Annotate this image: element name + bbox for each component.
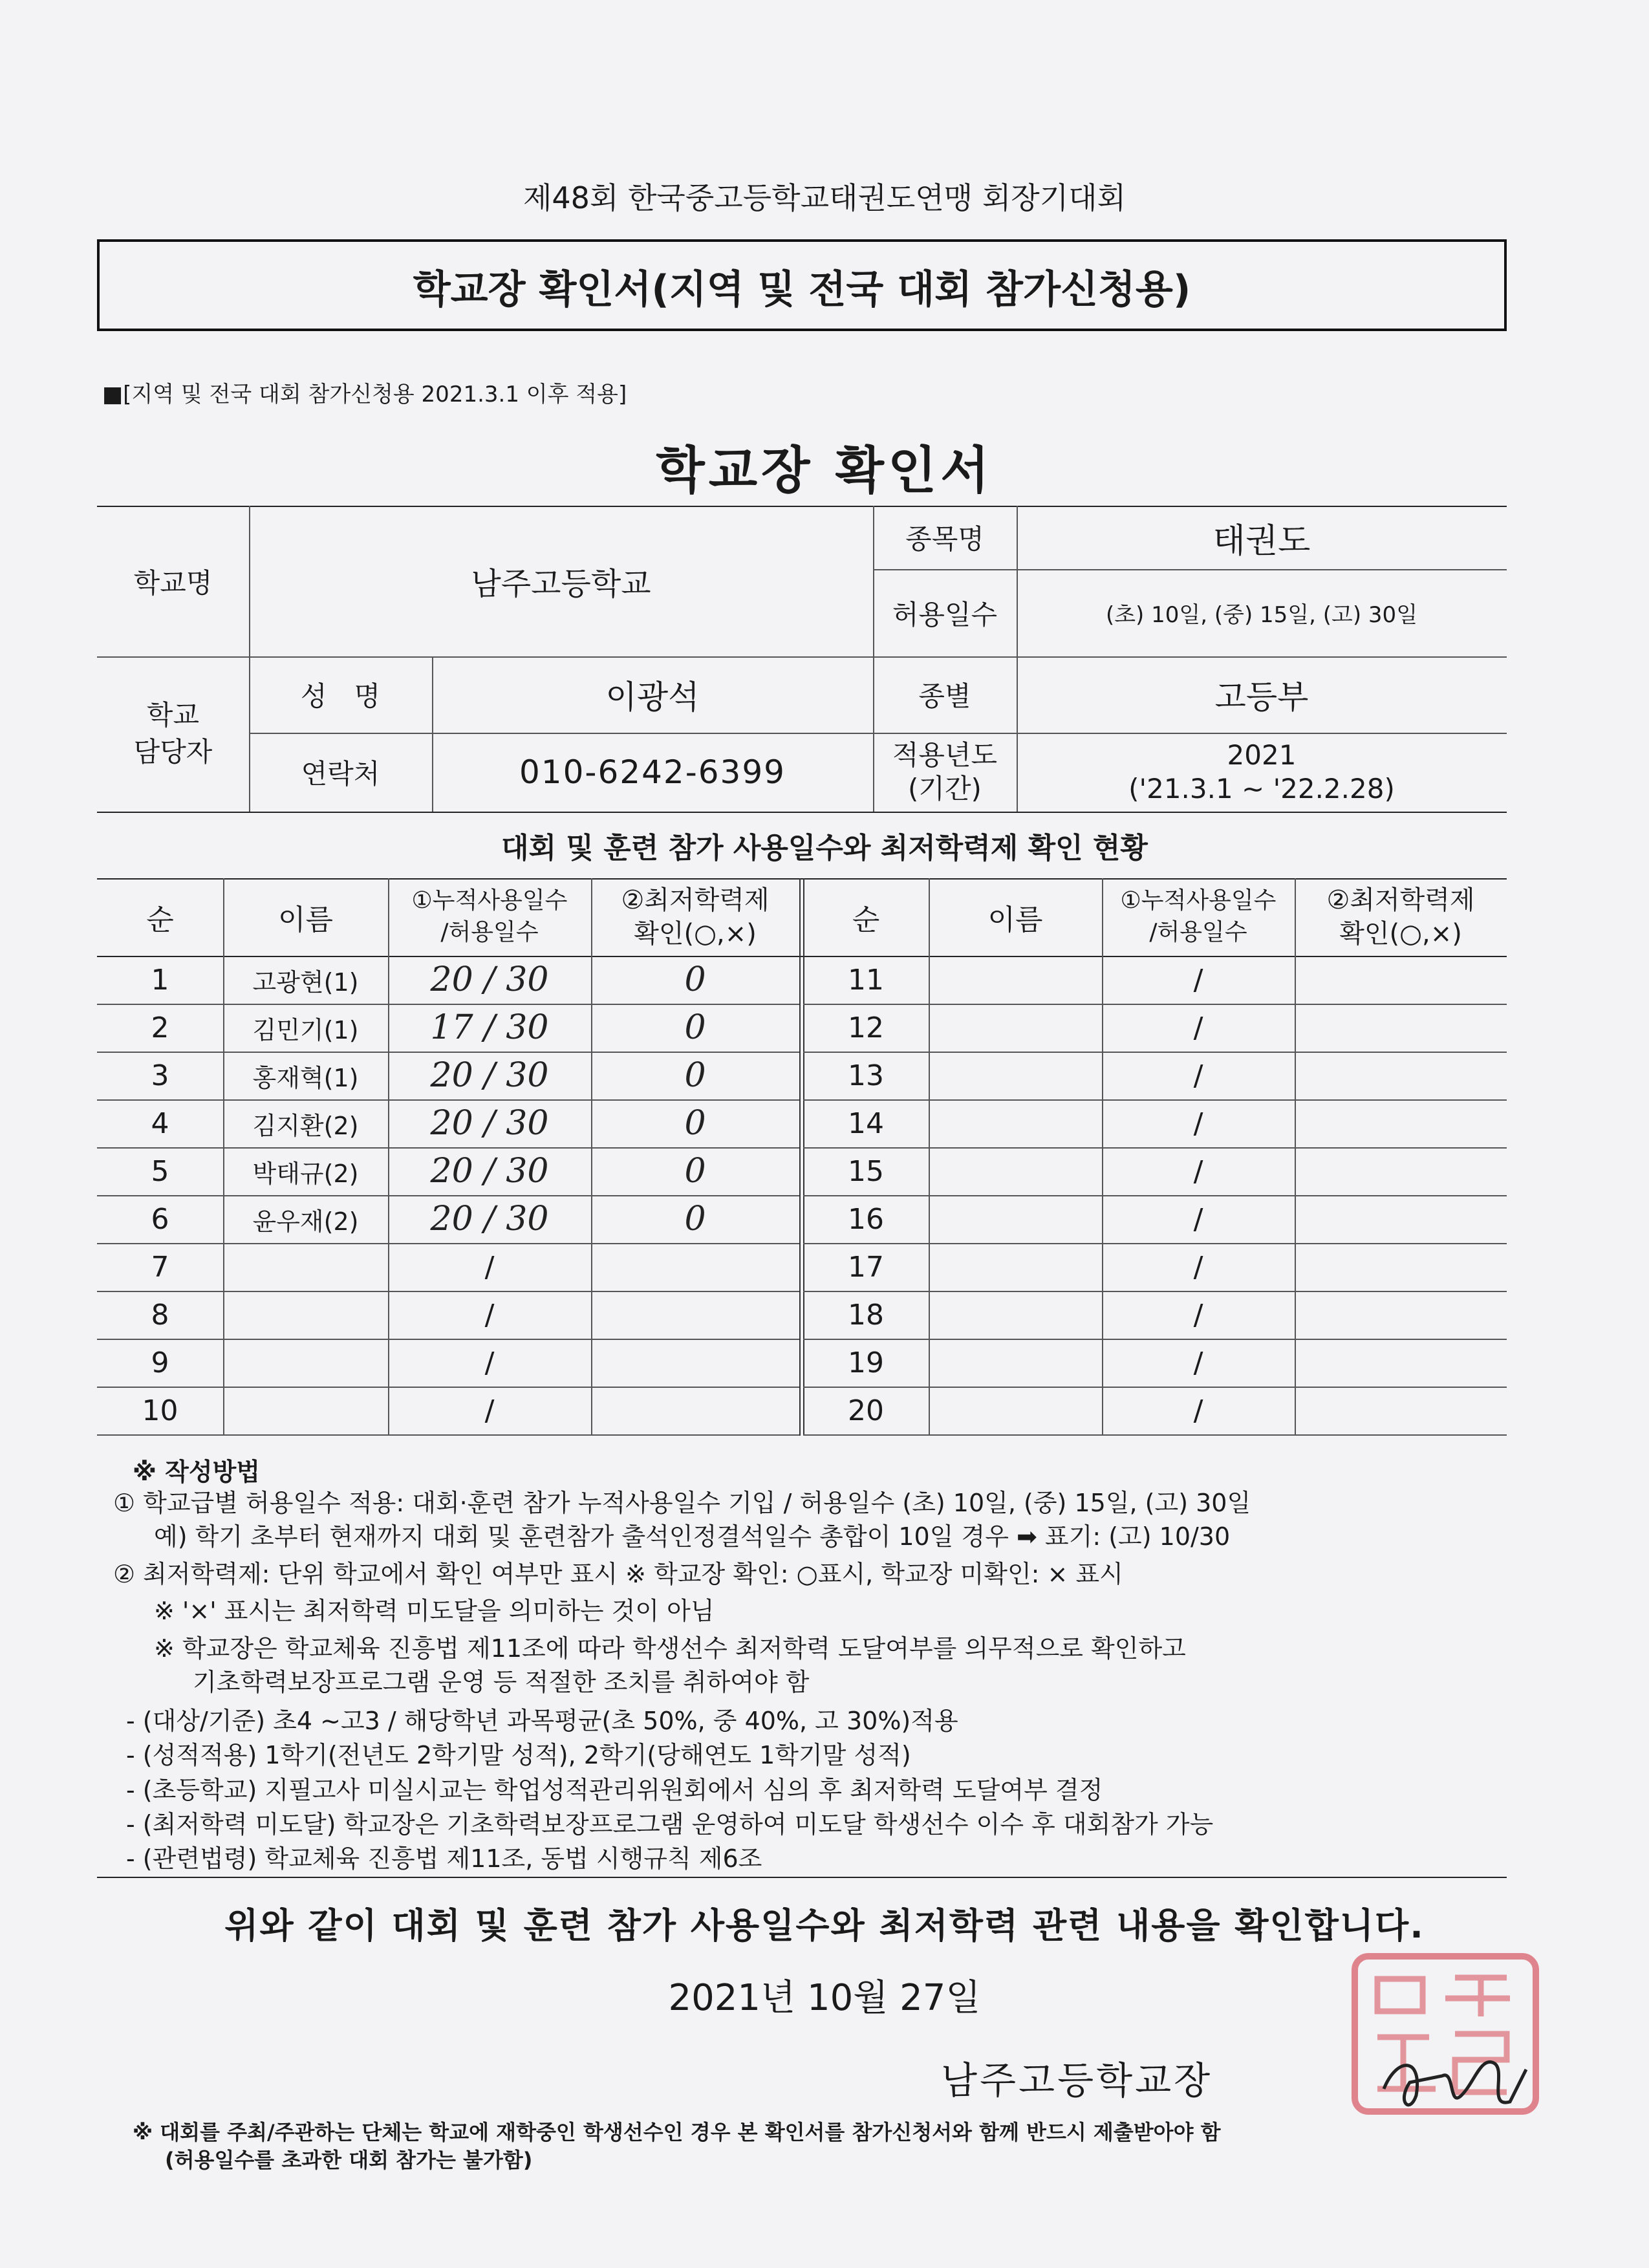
header-name-right: 이름: [987, 903, 1043, 936]
cell-name: [929, 1099, 1102, 1147]
cell-no: 7: [151, 1250, 169, 1284]
note-line: - (관련법령) 학교체육 진흥법 제11조, 동법 시행규칙 제6조: [126, 1844, 762, 1873]
note-line: 기초학력보장프로그램 운영 등 적절한 조치를 취하여야 함: [193, 1668, 810, 1696]
manager-label: 학교 담당자: [133, 699, 213, 768]
year-label: 적용년도 (기간): [892, 739, 998, 805]
cell-no: 4: [151, 1107, 169, 1140]
cell-no: 13: [848, 1059, 884, 1092]
boxed-title: 학교장 확인서(지역 및 전국 대회 참가신청용): [413, 267, 1191, 312]
note-line: - (초등학교) 지필고사 미실시교는 학업성적관리위원회에서 심의 후 최저학력 도달여부 결정: [126, 1776, 1103, 1804]
cell-check: [1295, 1147, 1507, 1195]
cell-days: /: [1193, 1202, 1203, 1236]
confirm-date: 2021년 10월 27일: [668, 1977, 981, 2019]
school-value: 남주고등학교: [471, 566, 651, 602]
cell-no: 9: [151, 1346, 169, 1379]
cell-name: [929, 1243, 1102, 1291]
cell-name: [929, 1291, 1102, 1339]
year-cell: [1017, 733, 1507, 812]
division-label: 종별: [918, 680, 971, 712]
row-divider: [803, 1434, 1507, 1436]
cell-no: 5: [151, 1154, 169, 1188]
cell-days: /: [1193, 1107, 1203, 1140]
year-period: ('21.3.1 ~ '22.2.28): [1128, 773, 1395, 805]
contact-value: 010-6242-6399: [519, 753, 786, 791]
cell-check: [1295, 1243, 1507, 1291]
cell-name: [929, 1387, 1102, 1434]
cell-check: [1295, 1195, 1507, 1243]
cell-days: /: [484, 1346, 495, 1379]
cell-name: 박태규(2): [252, 1159, 359, 1188]
cell-check: [1295, 1339, 1507, 1387]
cell-no: 12: [848, 1011, 884, 1044]
cell-check: [591, 1291, 799, 1339]
note-line: - (대상/기준) 초4 ~고3 / 해당학년 과목평균(초 50%, 중 40%, 고 30%)적용: [126, 1707, 958, 1735]
confirm-statement: 위와 같이 대회 및 훈련 참가 사용일수와 최저학력 관련 내용을 확인합니다.: [224, 1905, 1425, 1946]
cell-check: 0: [684, 1152, 706, 1191]
name-label: 성 명: [300, 680, 381, 712]
cell-name: 김지환(2): [252, 1111, 359, 1140]
header-check-left: ②최저학력제 확인(○,×): [621, 885, 770, 949]
cell-no: 19: [848, 1346, 884, 1379]
cell-check: [1295, 1004, 1507, 1052]
header-check-right: ②최저학력제 확인(○,×): [1326, 885, 1475, 949]
footer-line1: ※ 대회를 주최/주관하는 단체는 학교에 재학중인 학생선수인 경우 본 확인서를 참가신청서와 함께 반드시 제출받아야 함: [133, 2120, 1221, 2144]
cell-check: 0: [684, 1056, 706, 1095]
name-value: 이광석: [605, 678, 700, 716]
cell-check: [1295, 1052, 1507, 1099]
note-line: 예) 학기 초부터 현재까지 대회 및 훈련참가 출석인정결석일수 총합이 10일 경우 ➡ 표기: (고) 10/30: [154, 1522, 1231, 1551]
cell-no: 6: [151, 1202, 169, 1236]
cell-no: 10: [142, 1394, 178, 1427]
cell-name: [929, 956, 1102, 1004]
cell-days: 20 / 30: [430, 1056, 549, 1095]
cell-check: 0: [684, 960, 706, 999]
cell-check: [1295, 1387, 1507, 1434]
cell-days: /: [1193, 1298, 1203, 1332]
cell-name: [929, 1052, 1102, 1099]
cell-check: [591, 1387, 799, 1434]
cell-days: 20 / 30: [430, 1104, 549, 1143]
cell-days: /: [1193, 1011, 1203, 1044]
header-no-left: 순: [146, 903, 174, 936]
cell-days: /: [1193, 1394, 1203, 1427]
cell-no: 1: [151, 963, 169, 997]
cell-no: 16: [848, 1202, 884, 1236]
cell-days: 17 / 30: [430, 1008, 549, 1047]
cell-name: 홍재혁(1): [252, 1063, 359, 1092]
cell-name: [929, 1195, 1102, 1243]
cell-name: 윤우재(2): [252, 1207, 359, 1236]
allowed-value: (초) 10일, (중) 15일, (고) 30일: [1105, 602, 1418, 628]
cell-days: 20 / 30: [430, 960, 549, 999]
cell-name: [929, 1339, 1102, 1387]
cell-days: /: [1193, 1154, 1203, 1188]
sport-value: 태권도: [1212, 521, 1311, 561]
signature: [1371, 2031, 1533, 2121]
notes-heading: ※ 작성방법: [133, 1458, 261, 1486]
division-value: 고등부: [1214, 678, 1309, 716]
cell-days: /: [1193, 1059, 1203, 1092]
sub-note: ■[지역 및 전국 대회 참가신청용 2021.3.1 이후 적용]: [102, 382, 627, 407]
cell-no: 11: [848, 963, 884, 997]
cell-check: 0: [684, 1008, 706, 1047]
principal-name: 남주고등학교장: [941, 2058, 1213, 2102]
note-line: ※ 학교장은 학교체육 진흥법 제11조에 따라 학생선수 최저학력 도달여부를 의무적으로 확인하고: [154, 1634, 1186, 1663]
note-line: - (성적적용) 1학기(전년도 2학기말 성적), 2학기(당해연도 1학기말 성적): [126, 1741, 911, 1769]
cell-days: /: [1193, 1250, 1203, 1284]
sport-label: 종목명: [905, 523, 984, 555]
year-value: 2021: [1227, 739, 1297, 771]
cell-days: /: [484, 1298, 495, 1332]
cell-no: 8: [151, 1298, 169, 1332]
row-divider: [97, 1434, 799, 1436]
cell-days: /: [1193, 1346, 1203, 1379]
note-line: ① 학교급별 허용일수 적용: 대회·훈련 참가 누적사용일수 기입 / 허용일수 (초) 10일, (중) 15일, (고) 30일: [113, 1489, 1251, 1517]
cell-check: [1295, 1291, 1507, 1339]
cell-no: 17: [848, 1250, 884, 1284]
cell-no: 3: [151, 1059, 169, 1092]
cell-no: 2: [151, 1011, 169, 1044]
cell-name: [223, 1339, 388, 1387]
cell-name: [929, 1147, 1102, 1195]
note-line: ② 최저학력제: 단위 학교에서 확인 여부만 표시 ※ 학교장 확인: ○표시, 학교장 미확인: × 표시: [113, 1560, 1123, 1588]
cell-days: 20 / 30: [430, 1152, 549, 1191]
school-label: 학교명: [133, 567, 213, 599]
cell-name: [223, 1243, 388, 1291]
cell-name: [223, 1387, 388, 1434]
cell-no: 15: [848, 1154, 884, 1188]
event-title: 제48회 한국중고등학교태권도연맹 회장기대회: [523, 180, 1126, 215]
cell-no: 14: [848, 1107, 884, 1140]
cell-check: [1295, 1099, 1507, 1147]
header-days-right: ①누적사용일수 /허용일수: [1120, 887, 1277, 945]
cell-no: 20: [848, 1394, 884, 1427]
header-days-left: ①누적사용일수 /허용일수: [411, 887, 568, 945]
cell-check: 0: [684, 1200, 706, 1238]
cell-check: 0: [684, 1104, 706, 1143]
header-name-left: 이름: [277, 903, 333, 936]
cell-days: /: [484, 1250, 495, 1284]
cell-days: /: [1193, 963, 1203, 997]
cell-name: 고광현(1): [252, 967, 359, 997]
main-title: 학교장 확인서: [656, 442, 993, 500]
cell-days: 20 / 30: [430, 1200, 549, 1238]
allowed-label: 허용일수: [892, 598, 998, 631]
cell-days: /: [484, 1394, 495, 1427]
cell-name: [929, 1004, 1102, 1052]
cell-check: [591, 1243, 799, 1291]
cell-name: 김민기(1): [252, 1015, 359, 1044]
header-no-right: 순: [852, 903, 880, 936]
note-line: - (최저학력 미도달) 학교장은 기초학력보장프로그램 운영하여 미도달 학생선수 이수 후 대회참가 가능: [126, 1810, 1214, 1839]
footer-line2: (허용일수를 초과한 대회 참가는 불가함): [165, 2148, 533, 2172]
note-line: ※ '×' 표시는 최저학력 미도달을 의미하는 것이 아님: [154, 1597, 715, 1625]
cell-check: [591, 1339, 799, 1387]
cell-name: [223, 1291, 388, 1339]
status-title: 대회 및 훈련 참가 사용일수와 최저학력제 확인 현황: [501, 832, 1148, 865]
contact-label: 연락처: [301, 758, 380, 790]
cell-check: [1295, 956, 1507, 1004]
cell-no: 18: [848, 1298, 884, 1332]
